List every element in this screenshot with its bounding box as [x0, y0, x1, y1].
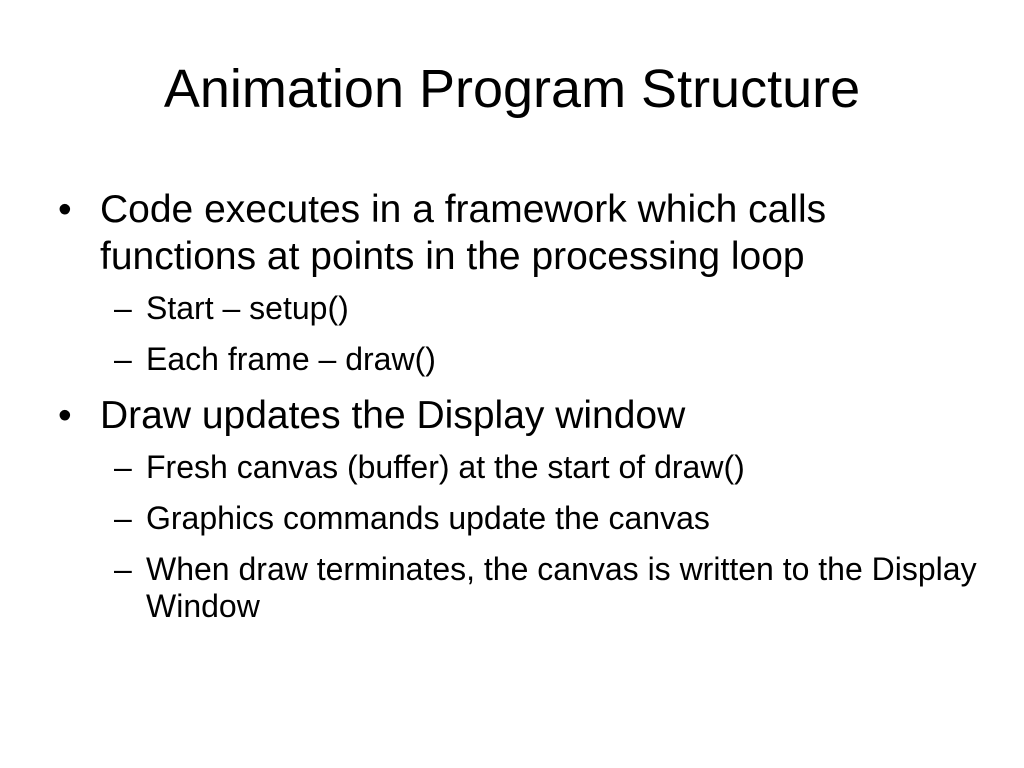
bullet-text: Code executes in a framework which calls functions at points in the processing loop: [100, 188, 827, 278]
sub-bullet-marker: –: [114, 449, 132, 485]
bullet-item: [58, 186, 978, 280]
sub-bullet-marker: –: [114, 341, 132, 377]
sub-bullet-marker: –: [114, 290, 132, 326]
sub-bullet-item: [58, 551, 978, 625]
sub-bullet-marker: –: [114, 500, 132, 536]
sub-bullet-marker: –: [114, 551, 132, 587]
sub-bullet-text: Graphics commands update the canvas: [146, 500, 710, 536]
sub-bullet-text: When draw terminates, the canvas is written to the Display Window: [146, 551, 977, 624]
sub-bullet-text: Start – setup(): [146, 290, 349, 326]
bullet-text: Draw updates the Display window: [100, 394, 686, 437]
bullet-item: [58, 392, 978, 439]
sub-bullet-text: Each frame – draw(): [146, 341, 436, 377]
bullet-marker: •: [58, 394, 72, 437]
sub-bullet-item: [58, 341, 978, 378]
sub-bullet-item: [58, 290, 978, 327]
sub-bullet-item: [58, 449, 978, 486]
slide-title: Animation Program Structure: [163, 59, 861, 119]
sub-bullet-item: [58, 500, 978, 537]
sub-bullet-text: Fresh canvas (buffer) at the start of draw(): [146, 449, 745, 485]
slide-body: [58, 186, 978, 625]
bullet-marker: •: [58, 188, 72, 231]
